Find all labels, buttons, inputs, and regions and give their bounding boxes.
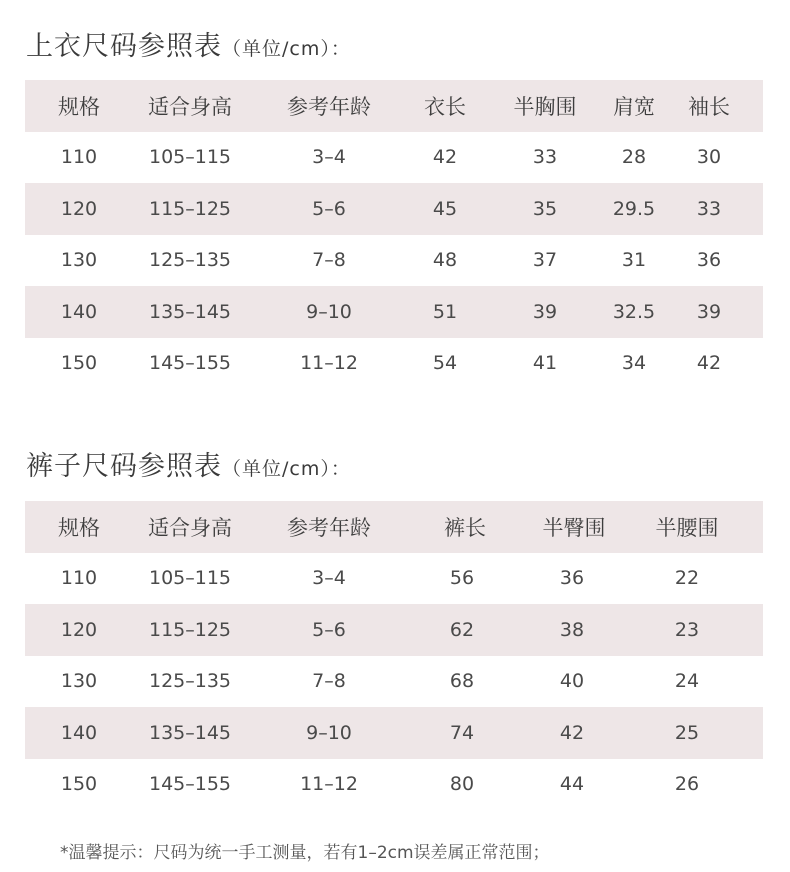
cell-age: 3–4 [312,567,346,590]
cell-shoulder: 32.5 [612,300,656,323]
cell-half-hip: 42 [559,721,585,744]
table-row [25,604,763,656]
cell-age: 9–10 [306,721,352,744]
table-row [25,132,763,184]
cell-height: 125–135 [148,670,232,693]
cell-pants-length: 80 [449,773,475,796]
cell-size: 140 [60,721,98,744]
cell-shoulder: 34 [621,352,647,375]
header-height: 适合身高 [148,515,232,540]
cell-size: 110 [60,146,98,169]
header-shoulder: 肩宽 [613,94,655,119]
cell-half-hip: 36 [559,567,585,590]
table-row [25,553,763,605]
table-row [25,235,763,287]
cell-age: 11–12 [300,352,358,375]
cell-half-chest: 37 [532,249,558,272]
pants-size-title-text: 裤子尺码参照表 [26,451,222,482]
cell-size: 150 [60,352,98,375]
cell-size: 130 [60,249,98,272]
tops-size-table [25,80,763,389]
cell-height: 135–145 [148,300,232,323]
header-age: 参考年龄 [287,515,371,540]
cell-size: 150 [60,773,98,796]
cell-age: 7–8 [312,670,346,693]
cell-sleeve: 33 [696,197,722,220]
cell-half-waist: 26 [674,773,700,796]
cell-age: 7–8 [312,249,346,272]
header-size: 规格 [58,515,100,540]
cell-size: 110 [60,567,98,590]
cell-height: 145–155 [148,352,232,375]
cell-age: 11–12 [300,773,358,796]
pants-size-title [26,444,351,483]
cell-sleeve: 36 [696,249,722,272]
table-row [25,759,763,811]
cell-age: 3–4 [312,146,346,169]
cell-age: 5–6 [312,197,346,220]
cell-sleeve: 39 [696,300,722,323]
cell-size: 130 [60,670,98,693]
header-size: 规格 [58,94,100,119]
cell-pants-length: 62 [449,618,475,641]
cell-size: 140 [60,300,98,323]
header-age: 参考年龄 [287,94,371,119]
header-half-chest: 半胸围 [513,94,577,119]
cell-half-waist: 22 [674,567,700,590]
table-row [25,656,763,708]
cell-pants-length: 74 [449,721,475,744]
measurement-note: *温馨提示：尺码为统一手工测量，若有1–2cm误差属正常范围； [60,843,550,863]
header-sleeve: 袖长 [688,94,730,119]
table-row [25,707,763,759]
tops-size-title-text: 上衣尺码参照表 [26,31,222,62]
cell-height: 145–155 [148,773,232,796]
cell-size: 120 [60,618,98,641]
header-pants-length: 裤长 [444,515,486,540]
cell-half-chest: 41 [532,352,558,375]
cell-pants-length: 68 [449,670,475,693]
cell-height: 105–115 [148,567,232,590]
cell-shoulder: 29.5 [612,197,656,220]
cell-height: 115–125 [148,618,232,641]
cell-half-hip: 44 [559,773,585,796]
table-row [25,183,763,235]
cell-pants-length: 56 [449,567,475,590]
cell-half-chest: 35 [532,197,558,220]
cell-age: 5–6 [312,618,346,641]
cell-height: 125–135 [148,249,232,272]
cell-size: 120 [60,197,98,220]
pants-size-unit: （单位/cm）： [222,458,351,480]
header-length: 衣长 [424,94,466,119]
cell-age: 9–10 [306,300,352,323]
cell-height: 135–145 [148,721,232,744]
cell-sleeve: 42 [696,352,722,375]
table-row [25,338,763,390]
cell-length: 45 [432,197,458,220]
table-row [25,286,763,338]
cell-length: 51 [432,300,458,323]
cell-sleeve: 30 [696,146,722,169]
header-height: 适合身高 [148,94,232,119]
cell-half-chest: 33 [532,146,558,169]
header-half-waist: 半腰围 [655,515,719,540]
table-header-row [25,501,763,553]
cell-shoulder: 28 [621,146,647,169]
cell-length: 48 [432,249,458,272]
cell-half-chest: 39 [532,300,558,323]
cell-length: 54 [432,352,458,375]
table-header-row [25,80,763,132]
cell-shoulder: 31 [621,249,647,272]
tops-size-title [26,24,351,63]
tops-size-unit: （单位/cm）： [222,38,351,60]
header-half-hip: 半臀围 [542,515,606,540]
cell-half-waist: 24 [674,670,700,693]
cell-half-hip: 40 [559,670,585,693]
cell-height: 115–125 [148,197,232,220]
cell-half-waist: 25 [674,721,700,744]
cell-length: 42 [432,146,458,169]
cell-height: 105–115 [148,146,232,169]
cell-half-waist: 23 [674,618,700,641]
pants-size-table [25,501,763,810]
cell-half-hip: 38 [559,618,585,641]
